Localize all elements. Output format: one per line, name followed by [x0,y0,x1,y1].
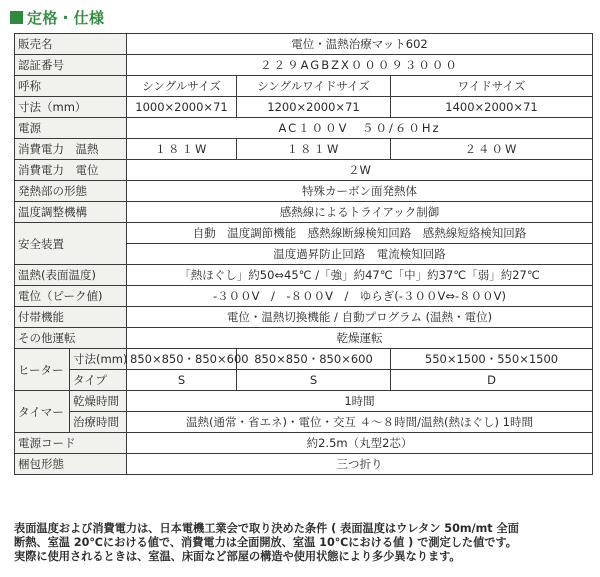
row-label: その他運転 [15,328,127,349]
row-label: 電源コード [15,433,127,454]
table-row [15,202,593,223]
row-label: 寸法（mm） [15,97,127,118]
heater-size-single: 850×850・850×600 [127,349,237,370]
heater-size-single-wide: 850×850・850×600 [237,349,391,370]
row-label: 付帯機能 [15,307,127,328]
row-label: 販売名 [15,34,127,55]
heater-type-wide: D [391,370,593,391]
size-single-wide: シングルワイドサイズ [237,76,391,97]
table-row [15,391,593,412]
note-line: 断熱、室温 20℃における値で、消費電力は全面開放、室温 10℃における値 ) で測定した値です。 [14,536,517,549]
heat-temp-value: 「熱ほぐし」約50⇔45℃ /「強」約47℃「中」約37℃「弱」約27℃ [127,265,593,286]
table-row [15,433,593,454]
heater-type-single-wide: S [237,370,391,391]
power-heat-single: １８１W [127,139,237,160]
size-single: シングルサイズ [127,76,237,97]
sub-label: 寸法(mm) [70,349,127,370]
row-label: 認証番号 [15,55,127,76]
cord-value: 約2.5m（丸型2芯） [127,433,593,454]
safety-line-1: 自動 温度調節機能 感熱線断線検知回路 感熱線短絡検知回路 [127,223,593,244]
row-label: 電源 [15,118,127,139]
functions-value: 電位・温熱切換機能 / 自動プログラム (温熱・電位) [127,307,593,328]
row-label: ヒーター [15,349,70,391]
table-row [15,349,593,370]
row-label: 消費電力 電位 [15,160,127,181]
table-row [15,181,593,202]
power-potential-value: ２W [127,160,593,181]
note-line: 実際に使用されるときは、室温、床面など部屋の構造や使用状態により多少異なります。 [14,550,461,563]
note-line: 表面温度および消費電力は、日本電機工業会で取り決めた条件 ( 表面温度はウレタン 50m/mt 全面 [14,522,519,535]
potential-value: -３００V / -８００V / ゆらぎ(-３００V⇔-８００V) [127,286,593,307]
cert-number-value: ２２９AGBZX０００９３０００ [127,55,593,76]
table-row [15,223,593,244]
row-label: 電位（ピーク値) [15,286,127,307]
safety-line-2: 温度過昇防止回路 電流検知回路 [127,244,593,265]
table-row [15,370,593,391]
treat-time-value: 温熱(通常・省エネ)・電位・交互 ４～８時間/温熱(熱ほぐし) 1時間 [127,412,593,433]
row-label: 温熱(表面温度) [15,265,127,286]
spec-table [14,33,593,475]
table-row [15,160,593,181]
temp-control-value: 感熱線によるトライアック制御 [127,202,593,223]
heater-size-wide: 550×1500・550×1500 [391,349,593,370]
dim-wide: 1400×2000×71 [391,97,593,118]
table-row [15,76,593,97]
table-row [15,286,593,307]
size-wide: ワイドサイズ [391,76,593,97]
table-row [15,139,593,160]
heating-form-value: 特殊カーボン面発熱体 [127,181,593,202]
table-row [15,55,593,76]
dim-single: 1000×2000×71 [127,97,237,118]
power-heat-single-wide: １８１W [237,139,391,160]
row-label: 呼称 [15,76,127,97]
row-label: 発熱部の形態 [15,181,127,202]
row-label: 梱包形態 [15,454,127,475]
other-value: 乾燥運転 [127,328,593,349]
row-label: 温度調整機構 [15,202,127,223]
table-row [15,328,593,349]
table-row [15,34,593,55]
sub-label: タイプ [70,370,127,391]
table-row [15,97,593,118]
table-row [15,412,593,433]
heading-square-icon [10,11,23,24]
section-heading [10,5,105,29]
row-label: タイマー [15,391,70,433]
table-row [15,307,593,328]
power-heat-wide: ２４０W [391,139,593,160]
table-row [15,118,593,139]
heater-type-single: S [127,370,237,391]
dim-single-wide: 1200×2000×71 [237,97,391,118]
dry-time-value: 1時間 [127,391,593,412]
sub-label: 乾燥時間 [70,391,127,412]
sub-label: 治療時間 [70,412,127,433]
table-row [15,265,593,286]
table-row [15,454,593,475]
section-title: 定格・仕様 [27,8,105,27]
packing-value: 三つ折り [127,454,593,475]
row-label: 消費電力 温熱 [15,139,127,160]
footnotes [14,522,594,564]
row-label: 安全装置 [15,223,127,265]
product-name-value: 電位・温熱治療マット602 [127,34,593,55]
power-source-value: AC１００V ５０/６０Hz [127,118,593,139]
